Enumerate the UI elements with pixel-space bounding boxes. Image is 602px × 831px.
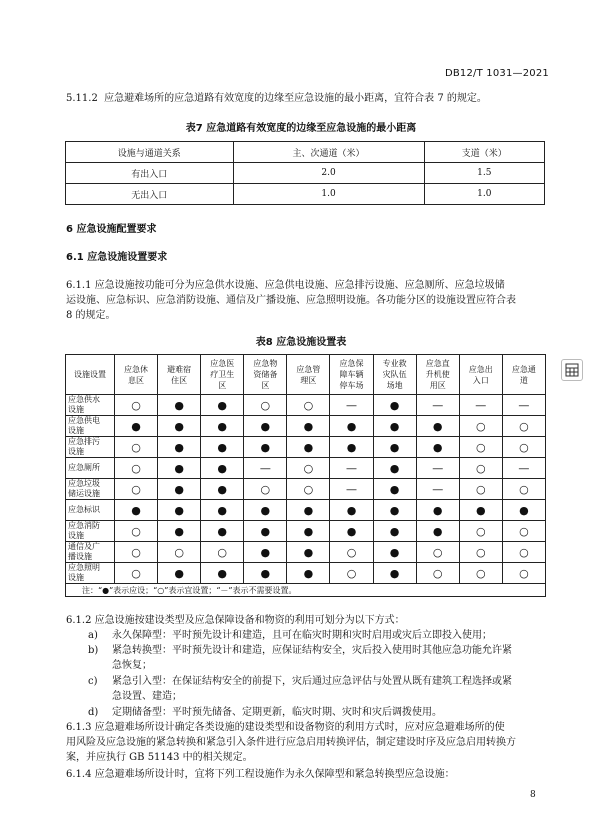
table8-symbol-cell: ● bbox=[158, 416, 201, 437]
table8-symbol-cell: ● bbox=[201, 563, 244, 584]
table8-caption: 表8 应急设施设置表 bbox=[255, 337, 347, 348]
table7-row bbox=[66, 184, 545, 205]
table8-symbol-cell: ● bbox=[330, 521, 373, 542]
table8-row bbox=[66, 500, 546, 521]
table8-symbol-cell: ○ bbox=[115, 521, 158, 542]
list-item-text: 紧急引入型：在保证结构安全的前提下，灾后通过应急评估与处置从既有建筑工程选择或紧 bbox=[112, 676, 512, 687]
table8-row bbox=[66, 563, 546, 584]
table8-row-header-line: 应急消防 bbox=[68, 521, 100, 530]
table8-column-header-line: 应急休 bbox=[124, 364, 149, 374]
table8-column-header bbox=[416, 355, 459, 395]
table8-symbol-cell: ○ bbox=[459, 479, 502, 500]
table7-header-row bbox=[66, 142, 545, 163]
table8-symbol-cell: ● bbox=[244, 521, 287, 542]
table8-header-row bbox=[66, 355, 546, 395]
table8-symbol-cell: ○ bbox=[459, 416, 502, 437]
list-item-label: a) bbox=[88, 630, 98, 641]
table8-symbol-cell: ● bbox=[373, 479, 416, 500]
table8-column-header bbox=[115, 355, 158, 395]
table8-symbol-cell: ● bbox=[201, 479, 244, 500]
list-item-text: 紧急转换型：平时预先设计和建造，应保证结构安全，灾后投入使用时其他应急功能允许紧 bbox=[112, 645, 512, 656]
table8-column-header-line: 区 bbox=[261, 381, 270, 390]
table8-symbol-cell: ● bbox=[287, 563, 330, 584]
table8-row bbox=[66, 395, 546, 416]
table8-column-header-line: 资储备 bbox=[253, 370, 278, 379]
list-item bbox=[88, 628, 548, 643]
table8-symbol-cell: ● bbox=[158, 479, 201, 500]
table8-note: 注：“●”表示应设；“○”表示宜设置；“－”表示不需要设置。 bbox=[66, 584, 546, 597]
table7-header-cell: 支道（米） bbox=[424, 142, 544, 163]
table8-symbol-cell: ○ bbox=[459, 521, 502, 542]
table8-symbol-cell: ○ bbox=[416, 542, 459, 563]
table8-symbol-cell: ○ bbox=[158, 542, 201, 563]
table8-row-header bbox=[66, 563, 115, 584]
table8-symbol-cell: ● bbox=[287, 437, 330, 458]
table8-column-header bbox=[158, 355, 201, 395]
clause-5-11-2 bbox=[66, 91, 544, 106]
table8-symbol-cell: — bbox=[330, 479, 373, 500]
table8-symbol-cell: ○ bbox=[287, 458, 330, 479]
table7-cell: 有出入口 bbox=[66, 163, 234, 184]
list-item-text: 急恢复； bbox=[112, 660, 152, 671]
table8-symbol-cell: ○ bbox=[115, 563, 158, 584]
table8-symbol-cell: ● bbox=[244, 563, 287, 584]
table8-column-header-line: 专业救 bbox=[382, 359, 407, 368]
table8-row-header-line: 播设施 bbox=[68, 552, 92, 561]
table8-symbol-cell: ● bbox=[287, 542, 330, 563]
table8-symbol-cell: ● bbox=[373, 416, 416, 437]
table8-symbol-cell: ○ bbox=[502, 563, 545, 584]
table8-symbol-cell: — bbox=[459, 395, 502, 416]
table8-note-row bbox=[66, 584, 546, 597]
clause-6-1-1 bbox=[66, 278, 544, 323]
table8-symbol-cell: — bbox=[502, 395, 545, 416]
document-id-header: DB12/T 1031—2021 bbox=[444, 68, 549, 79]
table8-column-header-line: 停车场 bbox=[339, 381, 364, 390]
table8-symbol-cell: ● bbox=[287, 500, 330, 521]
table8-column-header bbox=[244, 355, 287, 395]
table8-column-header-line: 息区 bbox=[128, 375, 145, 385]
table8-symbol-cell: ○ bbox=[244, 479, 287, 500]
table8-symbol-cell: ● bbox=[330, 416, 373, 437]
table8-symbol-cell: ● bbox=[287, 521, 330, 542]
table8 bbox=[65, 354, 546, 597]
table8-symbol-cell: ● bbox=[373, 521, 416, 542]
table8-symbol-cell: ● bbox=[244, 437, 287, 458]
table8-symbol-cell: ● bbox=[330, 437, 373, 458]
table8-row-header-line: 应急供电 bbox=[68, 416, 100, 425]
table8-symbol-cell: ● bbox=[158, 500, 201, 521]
table8-symbol-cell: ○ bbox=[201, 542, 244, 563]
clause-5-11-2-body: 应急避难场所的应急道路有效宽度的边缘至应急设施的最小距离，宜符合表 7 的规定。 bbox=[104, 93, 487, 104]
list-item bbox=[88, 643, 548, 673]
table8-row-header-line: 通信及广 bbox=[68, 542, 100, 551]
table8-row-header-line: 应急照明 bbox=[68, 563, 100, 572]
table8-column-header-line: 灾队伍 bbox=[382, 370, 407, 379]
page-number: 8 bbox=[530, 790, 536, 800]
table8-symbol-cell: ● bbox=[158, 458, 201, 479]
table8-symbol-cell: ● bbox=[201, 395, 244, 416]
clause-5-11-2-text: 5.11.2 bbox=[66, 93, 98, 104]
table8-symbol-cell: ○ bbox=[115, 395, 158, 416]
table8-column-header-line: 应急出 bbox=[468, 364, 493, 374]
table8-symbol-cell: ○ bbox=[330, 563, 373, 584]
table8-column-header bbox=[201, 355, 244, 395]
table8-column-header-line: 障车辆 bbox=[339, 370, 364, 379]
table7-row bbox=[66, 163, 545, 184]
table8-symbol-cell: ● bbox=[373, 395, 416, 416]
clause-6-1-3-line: 案，并应执行 GB 51143 中的相关规定。 bbox=[66, 752, 253, 763]
table8-symbol-cell: ● bbox=[330, 500, 373, 521]
table7-cell: 无出入口 bbox=[66, 184, 234, 205]
table8-symbol-cell: ● bbox=[158, 563, 201, 584]
table8-row-header-line: 设施 bbox=[68, 447, 84, 456]
table8-symbol-cell: ○ bbox=[502, 437, 545, 458]
table8-column-header-line: 应急直 bbox=[425, 359, 450, 368]
table8-symbol-cell: — bbox=[416, 395, 459, 416]
table7-caption: 表7 应急道路有效宽度的边缘至应急设施的最小距离 bbox=[185, 123, 417, 134]
list-item bbox=[88, 674, 548, 704]
table8-symbol-cell: ○ bbox=[459, 437, 502, 458]
table8-symbol-cell: — bbox=[416, 458, 459, 479]
table8-symbol-cell: ○ bbox=[115, 458, 158, 479]
table8-row-header bbox=[66, 416, 115, 437]
table8-column-header bbox=[459, 355, 502, 395]
list-item-label: c) bbox=[88, 676, 98, 687]
table8-symbol-cell: ● bbox=[373, 437, 416, 458]
table8-row-header bbox=[66, 521, 115, 542]
table7-cell: 1.0 bbox=[424, 184, 544, 205]
list-item-text: 急设置、建造； bbox=[112, 691, 182, 702]
table8-column-header-line: 道 bbox=[519, 375, 528, 385]
table8-row bbox=[66, 521, 546, 542]
table8-column-header-line: 疗卫生 bbox=[210, 370, 235, 379]
table8-symbol-cell: ○ bbox=[459, 563, 502, 584]
table8-column-header bbox=[287, 355, 330, 395]
table8-symbol-cell: ● bbox=[459, 500, 502, 521]
clause-6-1-2-intro: 6.1.2 应急设施按建设类型及应急保障设备和物资的利用可划分为以下方式： bbox=[66, 615, 405, 626]
clause-6-1-3 bbox=[66, 720, 544, 765]
table-view-button[interactable] bbox=[561, 359, 583, 381]
table8-row-header bbox=[66, 437, 115, 458]
table8-symbol-cell: ○ bbox=[115, 437, 158, 458]
table8-symbol-cell: ○ bbox=[244, 395, 287, 416]
table8-column-header-line: 升机使 bbox=[425, 370, 450, 379]
table7 bbox=[65, 141, 545, 205]
table8-symbol-cell: ○ bbox=[502, 416, 545, 437]
table8-symbol-cell: ● bbox=[244, 416, 287, 437]
clause-6-1-3-line: 6.1.3 应急避难场所设计确定各类设施的建设类型和设备物资的利用方式时，应对应急避难场所的使 bbox=[66, 722, 505, 733]
table8-symbol-cell: ● bbox=[201, 458, 244, 479]
list-item-text: 定期储备型：平时预先储备、定期更新，临灾时期、灾时和灾后调拨使用。 bbox=[112, 707, 442, 718]
table8-column-header bbox=[373, 355, 416, 395]
table7-header-cell: 设施与通道关系 bbox=[66, 142, 234, 163]
table8-symbol-cell: ● bbox=[158, 437, 201, 458]
list-item-label: d) bbox=[88, 707, 99, 718]
table8-symbol-cell: ● bbox=[373, 458, 416, 479]
table8-symbol-cell: — bbox=[244, 458, 287, 479]
table8-symbol-cell: ● bbox=[416, 521, 459, 542]
table8-symbol-cell: ● bbox=[373, 563, 416, 584]
list-item-label: b) bbox=[88, 645, 99, 656]
table8-column-header-line: 应急通 bbox=[511, 364, 536, 374]
table8-symbol-cell: ● bbox=[158, 395, 201, 416]
table8-row-header bbox=[66, 542, 115, 563]
clause-6-1-1-line: 6.1.1 应急设施按功能可分为应急供水设施、应急供电设施、应急排污设施、应急厕所、应急垃圾储 bbox=[66, 280, 505, 291]
table8-column-header bbox=[502, 355, 545, 395]
table8-column-header-line: 应急管 bbox=[296, 364, 321, 374]
table8-symbol-cell: ● bbox=[115, 416, 158, 437]
table8-column-header-line: 区 bbox=[218, 381, 227, 390]
table8-row-header bbox=[66, 395, 115, 416]
table8-symbol-cell: ● bbox=[201, 437, 244, 458]
table8-symbol-cell: ○ bbox=[502, 542, 545, 563]
table8-symbol-cell: ○ bbox=[416, 563, 459, 584]
section-6-title: 6 应急设施配置要求 bbox=[66, 224, 157, 235]
table8-row-header-line: 应急厕所 bbox=[68, 463, 100, 472]
table8-row-header-line: 应急标识 bbox=[68, 505, 100, 514]
table8-corner-cell bbox=[66, 355, 115, 395]
table8-symbol-cell: ● bbox=[158, 521, 201, 542]
table8-symbol-cell: ● bbox=[373, 542, 416, 563]
list-item-text: 永久保障型：平时预先设计和建造，且可在临灾时期和灾时启用或灾后立即投入使用； bbox=[112, 630, 492, 641]
table8-symbol-cell: ○ bbox=[115, 479, 158, 500]
table8-column-header-line: 应急医 bbox=[210, 359, 235, 368]
table8-symbol-cell: — bbox=[502, 458, 545, 479]
table8-symbol-cell: ○ bbox=[459, 458, 502, 479]
table7-cell: 2.0 bbox=[233, 163, 424, 184]
table8-column-header bbox=[330, 355, 373, 395]
table8-row-header-line: 应急供水 bbox=[68, 395, 100, 404]
table8-column-header-line: 应急物 bbox=[253, 359, 278, 368]
clause-6-1-3-line: 用风险及应急设施的紧急转换和紧急引入条件进行应急启用转换评估，制定建设时序及应急启用转换方 bbox=[66, 737, 516, 748]
table8-row-header-line: 储运设施 bbox=[68, 489, 100, 498]
table8-symbol-cell: ● bbox=[244, 542, 287, 563]
table8-symbol-cell: ○ bbox=[287, 395, 330, 416]
table8-symbol-cell: ● bbox=[201, 500, 244, 521]
table8-symbol-cell: — bbox=[416, 479, 459, 500]
clause-6-1-1-line: 8 的规定。 bbox=[66, 310, 116, 321]
table8-symbol-cell: — bbox=[330, 395, 373, 416]
table8-row bbox=[66, 437, 546, 458]
table8-row-header bbox=[66, 479, 115, 500]
clause-6-1-1-line: 运设施、应急标识、应急消防设施、通信及广播设施、应急照明设施。各功能分区的设施设置应符合表 bbox=[66, 295, 516, 306]
table8-symbol-cell: ○ bbox=[115, 542, 158, 563]
table8-symbol-cell: ○ bbox=[330, 542, 373, 563]
table8-row bbox=[66, 458, 546, 479]
table8-symbol-cell: ● bbox=[244, 500, 287, 521]
table8-row-header-line: 设施 bbox=[68, 573, 84, 582]
table8-symbol-cell: ● bbox=[416, 416, 459, 437]
table8-symbol-cell: ● bbox=[201, 521, 244, 542]
table8-row-header-line: 设施 bbox=[68, 531, 84, 540]
table8-symbol-cell: ● bbox=[373, 500, 416, 521]
table8-row-header-line: 应急排污 bbox=[68, 437, 100, 446]
section-6-1-title: 6.1 应急设施设置要求 bbox=[66, 252, 168, 263]
table8-symbol-cell: ● bbox=[201, 416, 244, 437]
clause-6-1-4: 6.1.4 应急避难场所设计时，宜将下列工程设施作为永久保障型和紧急转换型应急设施： bbox=[66, 769, 455, 780]
table8-row-header-line: 应急垃圾 bbox=[68, 479, 100, 488]
table7-header-cell: 主、次通道（米） bbox=[233, 142, 424, 163]
table8-symbol-cell: ● bbox=[287, 416, 330, 437]
table8-column-header-line: 住区 bbox=[171, 375, 188, 385]
table8-symbol-cell: ● bbox=[502, 500, 545, 521]
table8-column-header-line: 入口 bbox=[472, 375, 489, 385]
table8-symbol-cell: ○ bbox=[502, 479, 545, 500]
table-grid-icon bbox=[565, 363, 579, 377]
table7-cell: 1.5 bbox=[424, 163, 544, 184]
table8-row bbox=[66, 479, 546, 500]
table8-symbol-cell: ● bbox=[416, 437, 459, 458]
table7-cell: 1.0 bbox=[233, 184, 424, 205]
table8-column-header-line: 避难宿 bbox=[167, 364, 192, 374]
table8-symbol-cell: ○ bbox=[502, 521, 545, 542]
table8-row-header bbox=[66, 458, 115, 479]
table8-row-header bbox=[66, 500, 115, 521]
table8-corner-label: 设施设置 bbox=[74, 370, 106, 379]
table8-column-header-line: 应急保 bbox=[339, 359, 364, 368]
table8-row bbox=[66, 416, 546, 437]
table8-row-header-line: 设施 bbox=[68, 426, 84, 435]
table8-column-header-line: 理区 bbox=[300, 375, 317, 385]
table8-symbol-cell: ● bbox=[416, 500, 459, 521]
list-item bbox=[88, 705, 548, 720]
table8-symbol-cell: ○ bbox=[459, 542, 502, 563]
table8-column-header-line: 场地 bbox=[386, 381, 403, 390]
table8-symbol-cell: ○ bbox=[287, 479, 330, 500]
table8-symbol-cell: — bbox=[330, 458, 373, 479]
table8-row-header-line: 设施 bbox=[68, 405, 84, 414]
table8-row bbox=[66, 542, 546, 563]
table8-column-header-line: 用区 bbox=[429, 381, 446, 390]
table8-symbol-cell: ● bbox=[115, 500, 158, 521]
